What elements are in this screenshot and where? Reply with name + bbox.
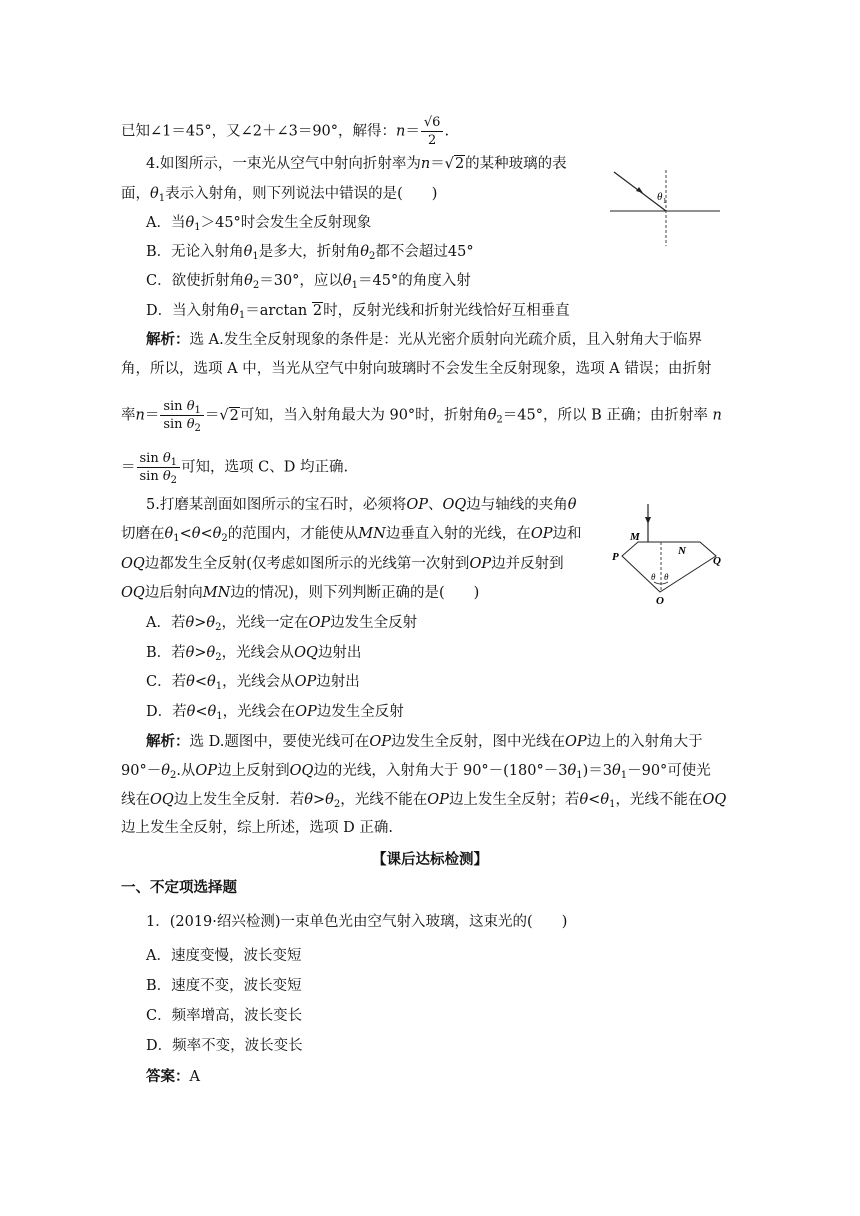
label-theta-left: θ [651, 572, 656, 582]
option-c: C．频率增高，波长变长 [146, 1008, 303, 1024]
question-5-stem-3: OQ边都发生全反射(仅考虑如图所示的光线第一次射到OP边并反射到 [121, 556, 564, 572]
ray-arrow [645, 517, 651, 524]
section-subtitle: 一、不定项选择题 [121, 879, 237, 896]
ray-arrow [636, 187, 643, 193]
option-c: C．欲使折射角$\theta_2=30^\circ$，应以$\theta_1=45^\circ$的角度入射 [146, 273, 471, 291]
refraction-figure [610, 160, 730, 246]
option-c: C．若$\theta<\theta_1$，光线会从OP边射出 [146, 674, 360, 692]
analysis-5-4: 边上发生全反射，综上所述，选项 D 正确. [121, 820, 393, 836]
theta-label: θ [657, 191, 663, 203]
fraction: $\frac{√6}{2}$ [421, 114, 444, 149]
analysis-5-2: $90^\circ-\theta_2$.从OP边上反射到OQ边的光线，入射角大于 $90^\circ-(180^\circ-3\theta_1)=3\theta_1-90^\circ$可使光 [121, 763, 711, 781]
answer: 答案：A [146, 1068, 200, 1085]
option-b: B．若$\theta>\theta_2$，光线会从OQ边射出 [146, 645, 362, 663]
analysis-4-2: 角，所以，选项 A 中，当光从空气中射向玻璃时不会发生全反射现象，选项 A 错误；由折射 [121, 361, 712, 377]
question-4-stem-2: 面，$\theta_1$表示入射角，则下列说法中错误的是( ) [121, 186, 438, 204]
theta-sub: 1 [663, 197, 667, 205]
label-p: P [612, 551, 619, 563]
question-5-stem: 5.打磨某剖面如图所示的宝石时，必须将OP、OQ边与轴线的夹角θ [146, 497, 577, 513]
option-a: A．若$\theta>\theta_2$，光线一定在OP边发生全反射 [146, 615, 418, 633]
label-o: O [656, 595, 664, 607]
analysis-4-3: 率n＝ $\frac{\sin \theta_1}{\sin \theta_2}$ ＝√2可知，当入射角最大为 90°时，折射角$\theta_2=45^\circ$，所以 B 正确；由折射率 n [121, 399, 722, 434]
fraction: $\frac{\sin \theta_1}{\sin \theta_2}$ [137, 450, 181, 485]
question-4-stem: 4.如图所示，一束光从空气中射向折射率为n＝√2的某种玻璃的表 [146, 156, 567, 172]
option-d: D．频率不变，波长变长 [146, 1038, 303, 1054]
label-m: M [630, 531, 640, 543]
analysis-4-4: ＝ $\frac{\sin \theta_1}{\sin \theta_2}$ 可知，选项 C、D 均正确. [121, 451, 349, 486]
label-theta-right: θ [664, 572, 669, 582]
option-b: B．速度不变，波长变短 [146, 978, 302, 994]
option-a: A．当$\theta_1>45^\circ$时会发生全反射现象 [146, 215, 372, 233]
question-5-stem-2: 切磨在$\theta_1<\theta<\theta_2$的范围内，才能使从MN边垂直入射的光线，在OP边和 [121, 526, 582, 544]
text-line: 已知∠1＝45°，又∠2＋∠3＝90°，解得：n＝ $\frac{√6}{2}$ . [121, 115, 450, 148]
analysis-5: 解析：选 D.题图中，要使光线可在OP边发生全反射，图中光线在OP边上的入射角大于 [146, 733, 703, 750]
question-1-stem: 1．(2019·绍兴检测)一束单色光由空气射入玻璃，这束光的( ) [146, 914, 568, 930]
option-a: A．速度变慢，波长变短 [146, 948, 302, 964]
gem-figure [610, 500, 730, 610]
label-n: N [678, 545, 686, 557]
analysis-4: 解析：选 A.发生全反射现象的条件是：光从光密介质射向光疏介质，且入射角大于临界 [146, 331, 703, 348]
analysis-5-3: 线在OQ边上发生全反射．若$\theta>\theta_2$，光线不能在OP边上发生全反射；若$\theta<\theta_1$，光线不能在OQ [121, 792, 727, 810]
question-5-stem-4: OQ边后射向MN边的情况)，则下列判断正确的是( ) [121, 585, 480, 601]
option-b: B．无论入射角$\theta_1$是多大，折射角$\theta_2$都不会超过45° [146, 244, 474, 262]
fraction: $\frac{\sin \theta_1}{\sin \theta_2}$ [160, 398, 204, 433]
label-q: Q [713, 555, 721, 567]
gem-outline [622, 542, 716, 592]
section-title: 【课后达标检测】 [372, 851, 488, 868]
option-d: D．若$\theta<\theta_1$，光线会在OP边发生全反射 [146, 704, 404, 722]
option-d: D．当入射角$\theta_1=\arctan$ 2时，反射光线和折射光线恰好互相垂直 [146, 303, 570, 321]
